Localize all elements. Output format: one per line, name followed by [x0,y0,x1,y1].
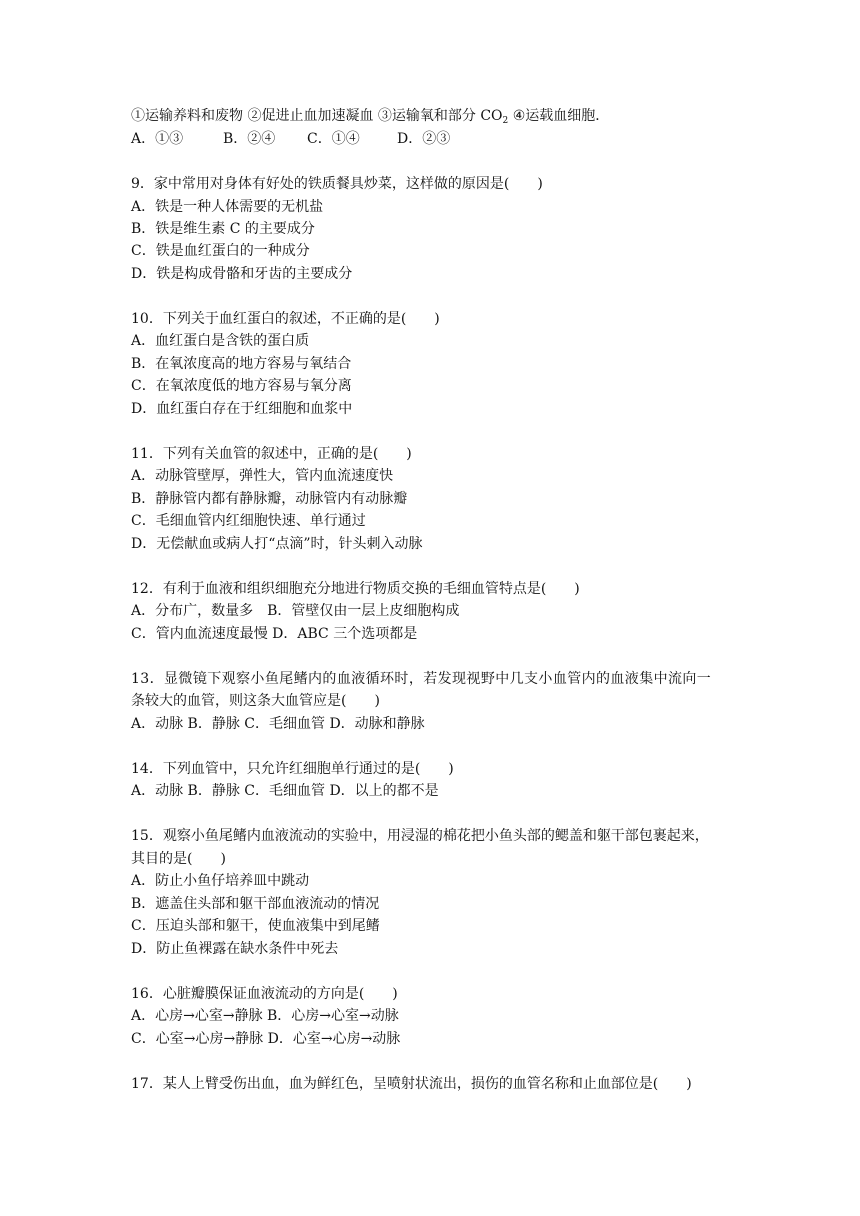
q17-stem: 17．某人上臂受伤出血，血为鲜红色，呈喷射状流出，损伤的血管名称和止血部位是( ) [131,1076,692,1092]
q11-option-a: A．动脉管壁厚，弹性大，管内血流速度快 [131,468,394,484]
q15-stem-line2: 其目的是( ) [131,851,226,867]
q15-stem-line1: 15．观察小鱼尾鳍内血液流动的实验中，用浸湿的棉花把小鱼头部的鳃盖和躯干部包裹起来， [131,828,709,844]
q12-options-line1: A．分布广，数量多 B．管壁仅由一层上皮细胞构成 [131,603,460,619]
q9-option-a: A．铁是一种人体需要的无机盐 [131,199,324,215]
q13-stem-line1: 13．显微镜下观察小鱼尾鳍内的血液循环时，若发现视野中几支小血管内的血液集中流向一 [131,671,712,687]
q8-items [131,106,609,131]
q10-option-b: B．在氧浓度高的地方容易与氧结合 [131,356,352,372]
q11-option-b: B．静脉管内都有静脉瓣，动脉管内有动脉瓣 [131,491,408,507]
q15-option-c: C．压迫头部和躯干，使血液集中到尾鳍 [131,918,380,934]
q10-option-a: A．血红蛋白是含铁的蛋白质 [131,333,310,349]
q10-stem: 10．下列关于血红蛋白的叙述，不正确的是( ) [131,311,440,327]
q10-option-d: D．血红蛋白存在于红细胞和血浆中 [131,401,353,417]
q8-options [131,129,450,149]
q10-option-c: C．在氧浓度低的地方容易与氧分离 [131,378,352,394]
q13-stem-line2: 条较大的血管，则这条大血管应是( ) [131,693,380,709]
q9-option-d: D．铁是构成骨骼和牙齿的主要成分 [131,266,353,282]
q15-option-b: B．遮盖住头部和躯干部血液流动的情况 [131,896,380,912]
q12-stem: 12．有利于血液和组织细胞充分地进行物质交换的毛细血管特点是( ) [131,581,580,597]
q11-stem: 11．下列有关血管的叙述中，正确的是( ) [131,446,412,462]
q8-option-d: D．②③ [397,131,451,147]
q13-options: A．动脉 B．静脉 C．毛细血管 D．动脉和静脉 [131,716,425,732]
q8-option-c: C．①④ [307,131,360,147]
q11-option-c: C．毛细血管内红细胞快速、单行通过 [131,513,366,529]
q8-option-a: A．①③ [131,131,184,147]
q8-item4: ④运载血细胞． [508,108,610,124]
q11-option-d: D．无偿献血或病人打“点滴”时，针头刺入动脉 [131,536,423,552]
q8-co2-subscript: 2 [502,116,509,126]
q8-option-b: B．②④ [223,131,276,147]
q12-options-line2: C．管内血流速度最慢 D．ABC 三个选项都是 [131,626,418,642]
q9-option-c: C．铁是血红蛋白的一种成分 [131,243,310,259]
q15-option-d: D．防止鱼裸露在缺水条件中死去 [131,941,339,957]
q14-options: A．动脉 B．静脉 C．毛细血管 D．以上的都不是 [131,783,439,799]
q8-items-text: ①运输养料和废物 ②促进止血加速凝血 ③运输氧和部分 CO [131,108,503,124]
q15-option-a: A．防止小鱼仔培养皿中跳动 [131,873,310,889]
q9-option-b: B．铁是维生素 C 的主要成分 [131,221,315,237]
q16-options-line2: C．心室→心房→静脉 D．心室→心房→动脉 [131,1031,401,1047]
q14-stem: 14．下列血管中，只允许红细胞单行通过的是( ) [131,761,454,777]
q9-stem: 9．家中常用对身体有好处的铁质餐具炒菜，这样做的原因是( ) [131,176,543,192]
q16-options-line1: A．心房→心室→静脉 B．心房→心室→动脉 [131,1008,399,1024]
q16-stem: 16．心脏瓣膜保证血液流动的方向是( ) [131,986,398,1002]
